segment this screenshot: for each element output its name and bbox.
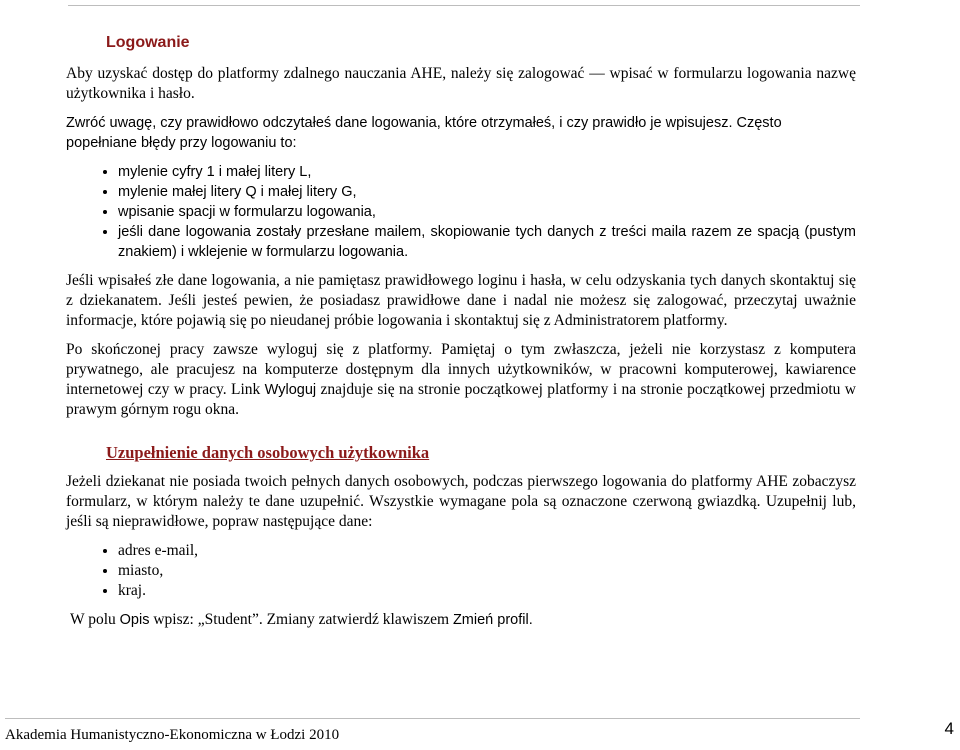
paragraph-opis — [70, 610, 856, 630]
footer-rule — [5, 718, 860, 719]
heading-logowanie: Logowanie — [106, 34, 190, 51]
header-rule — [68, 5, 860, 6]
heading-personal-data: Uzupełnienie danych osobowych użytkownika — [106, 443, 430, 462]
list-item: • adres e-mail, — [118, 541, 856, 561]
page-number: 4 — [944, 719, 954, 738]
document-body — [66, 33, 856, 639]
text-span: W polu — [70, 611, 120, 628]
error-list — [66, 162, 856, 262]
wyloguj-link-name: Wyloguj — [264, 382, 317, 398]
paragraph-logout — [66, 340, 856, 420]
paragraph-personal-data: Jeżeli dziekanat nie posiada twoich pełnych danych osobowych, podczas pierwszego logowania do platformy AHE zobaczysz formularz, w którym należy te dane uzupełnić. Wszystkie wymagane pola są oznaczone czerwoną gwiazdką. Uzupełnij lub, jeśli są nieprawidłowe, popraw następujące dane: — [66, 473, 856, 530]
paragraph-common-errors: Zwróć uwagę, czy prawidłowo odczytałeś dane logowania, które otrzymałeś, i czy prawidło je wpisujesz. Często popełniane błędy przy logowaniu to: — [66, 115, 782, 151]
footer-text: Akademia Humanistyczno-Ekonomiczna w Łodzi 2010 — [5, 727, 340, 743]
paragraph-intro: Aby uzyskać dostęp do platformy zdalnego nauczania AHE, należy się zalogować — wpisać w formularzu logowania nazwę użytkownika i hasło. — [66, 65, 856, 102]
opis-field-name: Opis — [119, 612, 150, 628]
text-span: znajduje się na stronie początkowej platformy i na stronie początkowej przedmiotu w prawym górnym rogu okna. — [66, 381, 856, 418]
text-span: . — [528, 612, 533, 628]
list-item: • mylenie cyfry 1 i małej litery L, — [118, 162, 856, 182]
list-item: • miasto, — [118, 561, 856, 581]
zmien-profil-button-name: Zmień profil — [452, 612, 529, 628]
data-list — [66, 541, 856, 601]
text-span: wpisz: „Student”. Zmiany zatwierdź klawiszem — [149, 611, 453, 628]
list-item: • mylenie małej litery Q i małej litery G, — [118, 182, 856, 202]
list-item: • jeśli dane logowania zostały przesłane mailem, skopiowanie tych danych z treści maila razem ze spacją (pustym znakiem) i wklejenie w formularzu logowania. — [118, 222, 856, 262]
list-item: • kraj. — [118, 581, 856, 601]
paragraph-wrong-data: Jeśli wpisałeś złe dane logowania, a nie pamiętasz prawidłowego loginu i hasła, w celu odzyskania tych danych skontaktuj się z dziekanatem. Jeśli jesteś pewien, że posiadasz prawidłowe dane i nadal nie możesz się zalogować, przeczytaj uważnie informacje, które pojawią się po nieudanej próbie logowania i skontaktuj się z Administratorem platformy. — [66, 272, 856, 329]
list-item: • wpisanie spacji w formularzu logowania, — [118, 202, 856, 222]
text-span: Po skończonej pracy zawsze wyloguj się z platformy. Pamiętaj o tym zwłaszcza, jeżeli nie korzystasz z komputera prywatnego, ale pracujesz na komputerze dostępnym dla innych użytkowników, w pracowni komputerowej, kawiarence internetowej czy w pracy. Link — [66, 341, 856, 398]
